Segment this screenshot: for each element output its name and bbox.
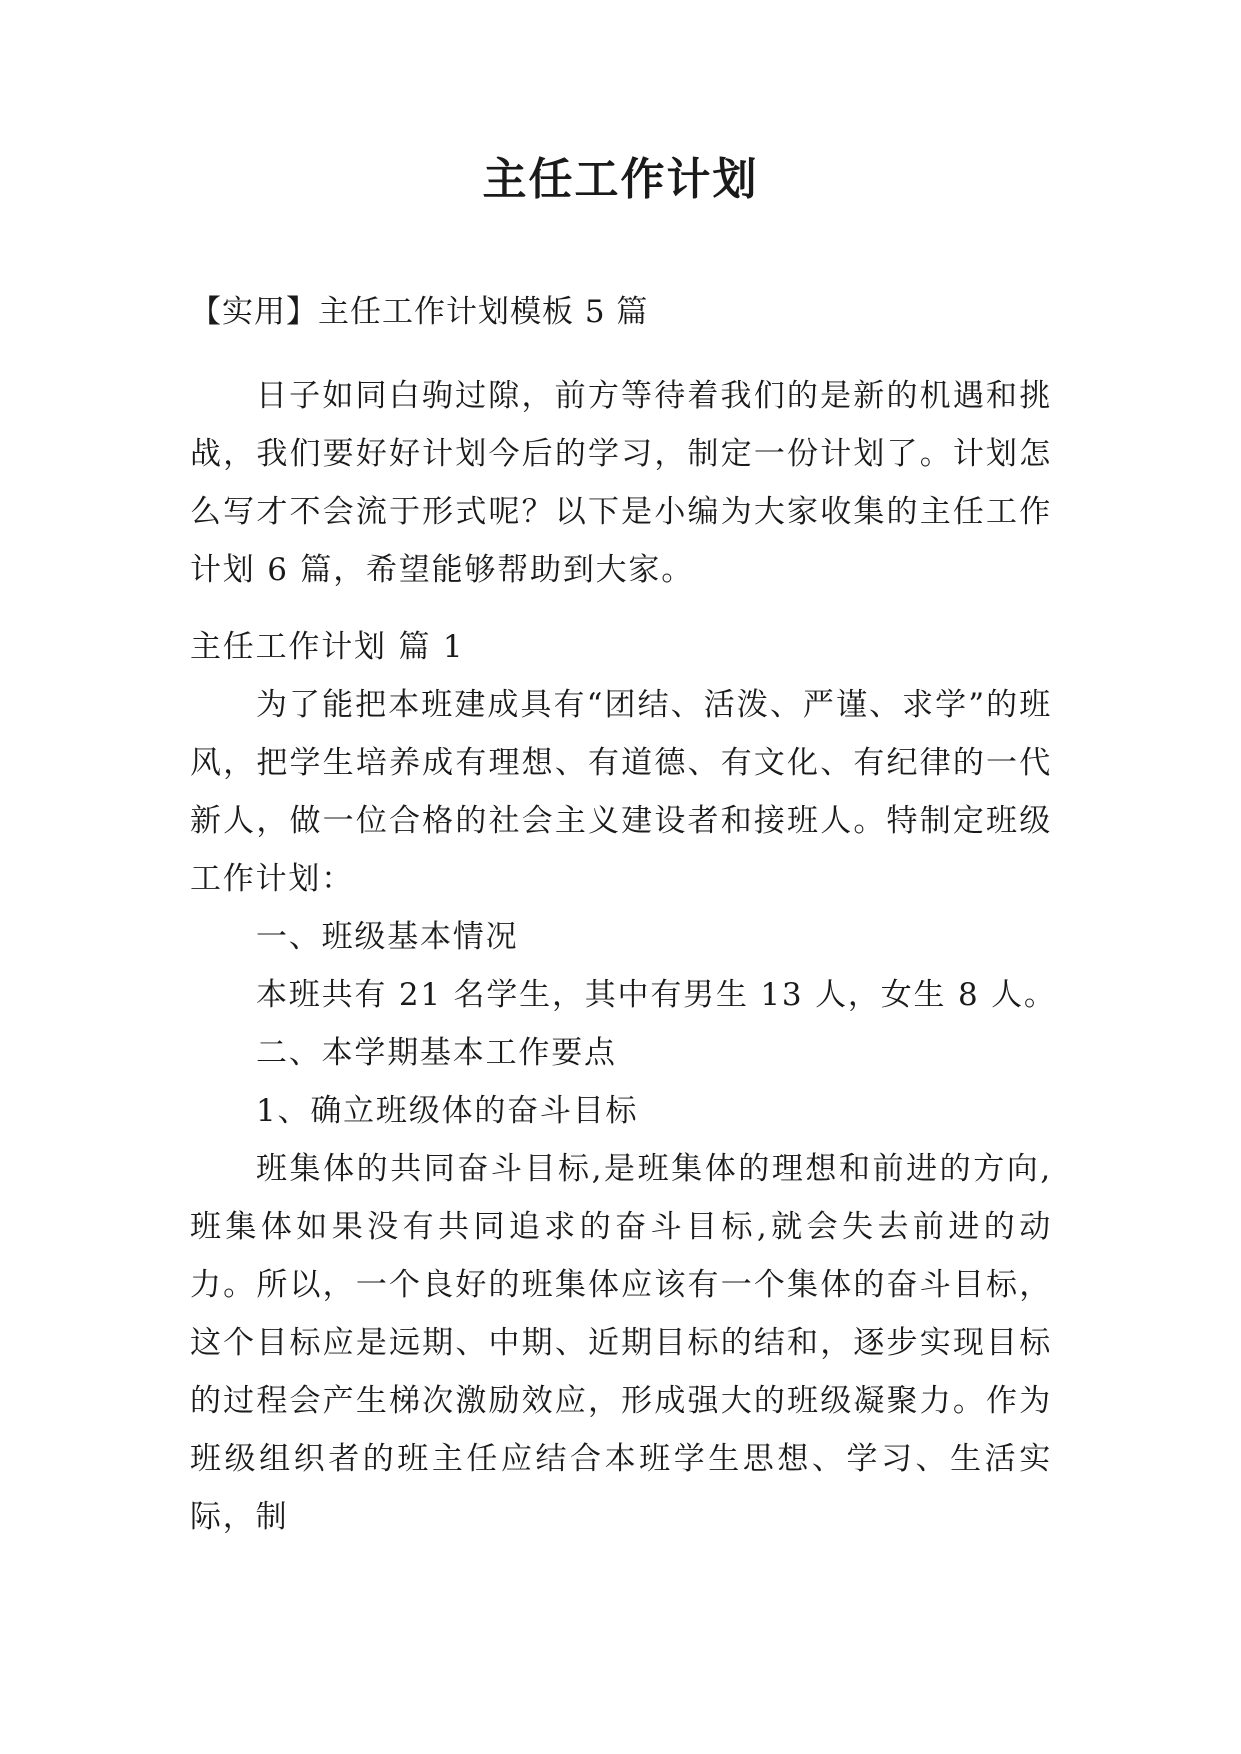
section-item: 一、班级基本情况 bbox=[256, 919, 519, 955]
document-subtitle: 【实用】主任工作计划模板 5 篇 bbox=[190, 294, 649, 330]
document-title: 主任工作计划 bbox=[482, 154, 759, 205]
section-heading: 主任工作计划 篇 1 bbox=[190, 629, 465, 665]
section-item-text: 本班共有 21 名学生，其中有男生 13 人，女生 8 人。 bbox=[256, 977, 1057, 1013]
section-paragraph: 班集体的共同奋斗目标,是班集体的理想和前进的方向,班集体如果没有共同追求的奋斗目标,就会失去前进的动力。所以，一个良好的班集体应该有一个集体的奋斗目标，这个目标应是远期、中期、近期目标的结和，逐步实现目标的过程会产生梯次激励效应，形成强大的班级凝聚力。作为班级组织者的班主任应结合本班学生思想、学习、生活实际，制 bbox=[190, 1151, 1052, 1535]
intro-paragraph: 日子如同白驹过隙，前方等待着我们的是新的机遇和挑战，我们要好好计划今后的学习，制定一份计划了。计划怎么写才不会流于形式呢？以下是小编为大家收集的主任工作计划 6 篇，希望能够帮助到大家。 bbox=[190, 378, 1052, 588]
section-paragraph: 为了能把本班建成具有“团结、活泼、严谨、求学”的班风，把学生培养成有理想、有道德、有文化、有纪律的一代新人，做一位合格的社会主义建设者和接班人。特制定班级工作计划： bbox=[190, 687, 1052, 897]
intro-block bbox=[190, 367, 1052, 599]
section-subitem: 1、确立班级体的奋斗目标 bbox=[256, 1093, 639, 1129]
section-item: 二、本学期基本工作要点 bbox=[256, 1035, 617, 1071]
section-1 bbox=[190, 618, 1057, 1546]
